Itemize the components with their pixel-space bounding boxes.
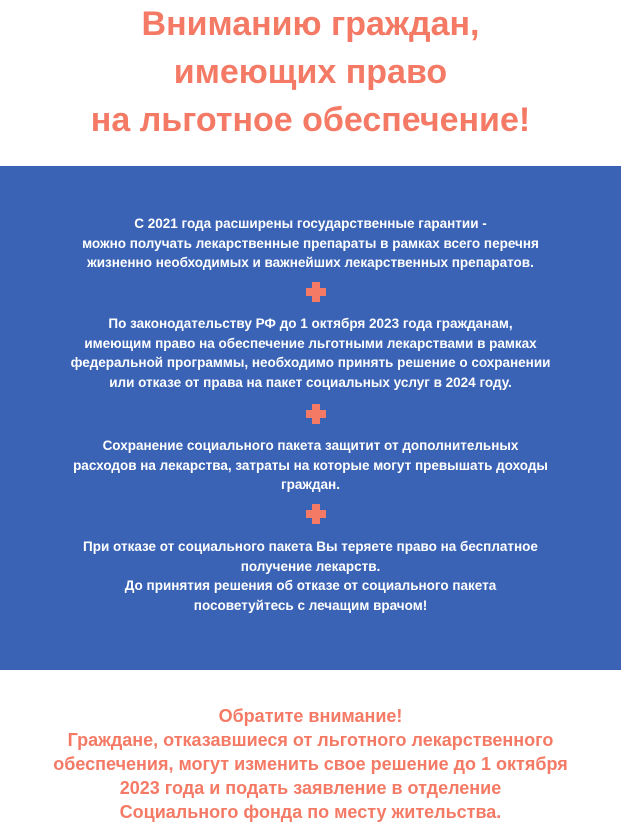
headline-line-1: Вниманию граждан, bbox=[141, 5, 480, 43]
headline-line-3: на льготное обеспечение! bbox=[90, 101, 531, 139]
paragraph-line: Сохранение социального пакета защитит от дополнительных bbox=[102, 438, 519, 453]
footer-line: Граждане, отказавшиеся от льготного лекарственного bbox=[67, 730, 554, 750]
footer-attention-heading: Обратите внимание! bbox=[218, 706, 403, 726]
paragraph-line: можно получать лекарственные препараты в рамках всего перечня bbox=[82, 235, 539, 251]
plus-cross-icon bbox=[306, 504, 326, 524]
paragraph-line: При отказе от социального пакета Вы теряете право на бесплатное bbox=[83, 539, 538, 554]
paragraph-line: посоветуйтесь с лечащим врачом! bbox=[193, 597, 428, 613]
footer-line: Социального фонда по месту жительства. bbox=[119, 802, 502, 822]
paragraph-line: До принятия решения об отказе от социального пакета bbox=[124, 578, 497, 593]
paragraph-line: получение лекарств. bbox=[240, 558, 381, 574]
footer-line: обеспечения, могут изменить свое решение до 1 октября bbox=[53, 754, 568, 774]
notice-footer bbox=[0, 704, 621, 824]
paragraph-line: жизненно необходимых и важнейших лекарственных препаратов. bbox=[87, 255, 534, 270]
info-paragraph-protection bbox=[30, 436, 591, 495]
info-paragraph-refusal bbox=[30, 537, 591, 615]
paragraph-line: По законодательству РФ до 1 октября 2023 года гражданам, bbox=[108, 316, 513, 331]
info-paragraph-law bbox=[30, 314, 591, 392]
headline-line-2: имеющих право bbox=[173, 53, 448, 91]
paragraph-line: расходов на лекарства, затраты на которые могут превышать доходы bbox=[73, 457, 548, 473]
paragraph-line: федеральной программы, необходимо принять решение о сохранении bbox=[70, 355, 551, 370]
page-headline bbox=[0, 0, 621, 166]
plus-cross-icon bbox=[306, 282, 326, 302]
paragraph-line: граждан. bbox=[281, 477, 340, 492]
plus-cross-icon bbox=[306, 404, 326, 424]
paragraph-line: С 2021 года расширены государственные гарантии - bbox=[134, 216, 487, 231]
paragraph-line: или отказе от права на пакет социальных услуг в 2024 году. bbox=[109, 374, 512, 390]
footer-line: 2023 года и подать заявление в отделение bbox=[119, 778, 502, 798]
paragraph-line: имеющим право на обеспечение льготными лекарствами в рамках bbox=[84, 335, 537, 351]
info-paragraph-guarantees bbox=[30, 214, 591, 273]
info-panel bbox=[0, 166, 621, 670]
